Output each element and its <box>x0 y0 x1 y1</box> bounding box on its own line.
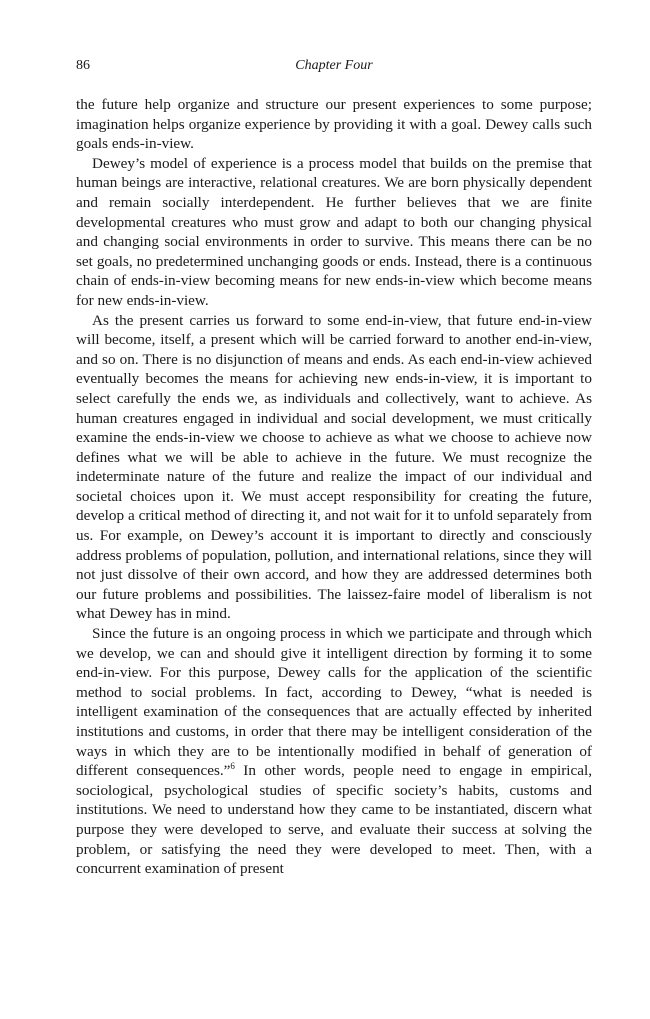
page-number: 86 <box>76 58 90 73</box>
page-header <box>76 58 592 78</box>
footnote-reference[interactable]: 6 <box>230 761 235 772</box>
paragraph-text: Since the future is an ongoing process in which we participate and through which we develop, we can and should give it intelligent direction by forming it to some end-in-view. For this purpose, Dewey calls for the application of the scientific method to social problems. In fact, according to Dewey, “what is needed is intelligent examination of the consequences that are actually effected by inherited institutions and customs, in order that there may be intelligent consideration of the ways in which they are to be intentionally modified in behalf of generation of different consequences.” <box>76 625 592 780</box>
paragraph: the future help organize and structure our present experiences to some purpose; imagination helps organize experience by providing it with a goal. Dewey calls such goals ends-in-view. <box>76 96 592 153</box>
body-text <box>76 95 592 879</box>
paragraph: Dewey’s model of experience is a process model that builds on the premise that human beings are interactive, relational creatures. We are born physically dependent and remain socially interdependent. He further believes that we are finite developmental creatures who must grow and adapt to both our changing physical and changing social environments in order to survive. This means there can be no set goals, no predetermined unchanging goods or ends. Instead, there is a continuous chain of ends-in-view becoming means for new ends-in-view which become means for new ends-in-view. <box>76 154 592 309</box>
running-head: Chapter Four <box>295 58 373 73</box>
paragraph: As the present carries us forward to some end-in-view, that future end-in-view will become, itself, a present which will be carried forward to another end-in-view, and so on. There is no disjunction of means and ends. As each end-in-view achieved eventually becomes the means for achieving new ends-in-view, it is important to select carefully the ends we, as individuals and collectively, want to achieve. As human creatures engaged in individual and social development, we must critically examine the ends-in-view we choose to achieve as what we choose to achieve now defines what we will be able to achieve in the future. We must recognize the indeterminate nature of the future and realize the impact of our individual and societal choices upon it. We must accept responsibility for creating the future, develop a critical method of directing it, and not wait for it to unfold separately from us. For example, on Dewey’s account it is important to directly and consciously address problems of population, pollution, and international relations, since they will not just dissolve of their own accord, and how they are addressed determines both our future problems and possibilities. The laissez-faire model of liberalism is not what Dewey has in mind. <box>76 311 592 623</box>
paragraph-text: In other words, people need to engage in empirical, sociological, psychological studies of specific society’s habits, customs and institutions. We need to understand how they came to be instantiated, discern what purpose they were developed to serve, and evaluate their success at solving the problem, or satisfying the need they were developed to meet. Then, with a concurrent examination of present <box>76 762 592 878</box>
paragraph <box>76 624 592 879</box>
